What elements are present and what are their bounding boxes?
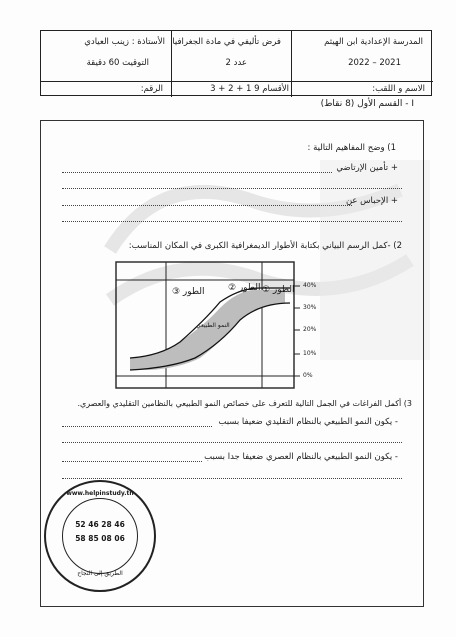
- q3-answer-line-2[interactable]: [62, 442, 402, 443]
- exam-duration: التوقيت 60 دقيقة: [86, 58, 149, 68]
- q1-answer-line-2[interactable]: [62, 188, 402, 189]
- q3-title: 3) أكمل الفراغات في الجمل التالية للتعرف على خصائص النمو الطبيعي بالنظامين التقليدي والعصري.: [77, 399, 412, 408]
- stamp-phone-2: 58 85 08 06: [75, 534, 125, 543]
- exam-title: فرض تأليفي في مادة الجغرافيا: [172, 37, 281, 47]
- y-tick-10: 10%: [303, 350, 317, 357]
- q3-line-1: - يكون النمو الطبيعي بالنظام التقليدي ضعيفا بسبب: [218, 417, 398, 427]
- school-stamp: [44, 480, 156, 592]
- q1-answer-line-3[interactable]: [62, 205, 352, 206]
- q1-item-2: + الإحباس عن: [345, 196, 398, 206]
- graph-phase-label-3: الطور ①: [262, 285, 295, 295]
- q1-answer-line-1[interactable]: [62, 172, 332, 173]
- exam-number: عدد 2: [225, 58, 247, 68]
- y-tick-30: 30%: [303, 304, 317, 311]
- stamp-bottom-text: الطريق إلى النجاح: [77, 570, 123, 577]
- y-tick-40: 40%: [303, 282, 317, 289]
- school-name: المدرسة الإعدادية ابن الهيثم: [324, 37, 423, 47]
- header-table: [40, 30, 432, 96]
- q3-line-2: - يكون النمو الطبيعي بالنظام العصري ضعيفا جدا بسبب: [204, 452, 398, 462]
- q3-answer-line-3[interactable]: [62, 461, 202, 462]
- name-label: الاسم و اللقب:: [372, 84, 425, 94]
- q1-answer-line-4[interactable]: [62, 221, 402, 222]
- graph-inner-label: النمو الطبيعي: [196, 322, 230, 329]
- stamp-site: www.helpinstudy.tn: [66, 490, 134, 497]
- q1-title: 1) وضح المفاهيم التالية :: [307, 143, 396, 153]
- section-one-title: I - القسم الأول (8 نقاط): [320, 99, 414, 109]
- classes-label: الأقسام 9 1 + 2 + 3: [210, 84, 289, 94]
- graph-phase-label-2: الطور ②: [228, 283, 261, 293]
- stamp-phone-1: 52 46 28 46: [75, 520, 125, 529]
- graph-phase-label-1: الطور ③: [172, 287, 205, 297]
- number-label: الرقم:: [140, 84, 163, 94]
- q3-answer-line-1[interactable]: [62, 426, 212, 427]
- q1-item-1: + تأمين الإرتاضي: [336, 163, 398, 173]
- q3-answer-line-4[interactable]: [62, 478, 402, 479]
- q2-title: 2) -كمل الرسم البياني بكتابة الأطوار الديمغرافية الكبرى في المكان المناسب:: [128, 241, 402, 251]
- school-year: 2021 – 2022: [348, 58, 401, 68]
- y-tick-0: 0%: [303, 372, 313, 379]
- teacher-name: الأستاذة : زينب العيادي: [84, 37, 165, 47]
- y-tick-20: 20%: [303, 326, 317, 333]
